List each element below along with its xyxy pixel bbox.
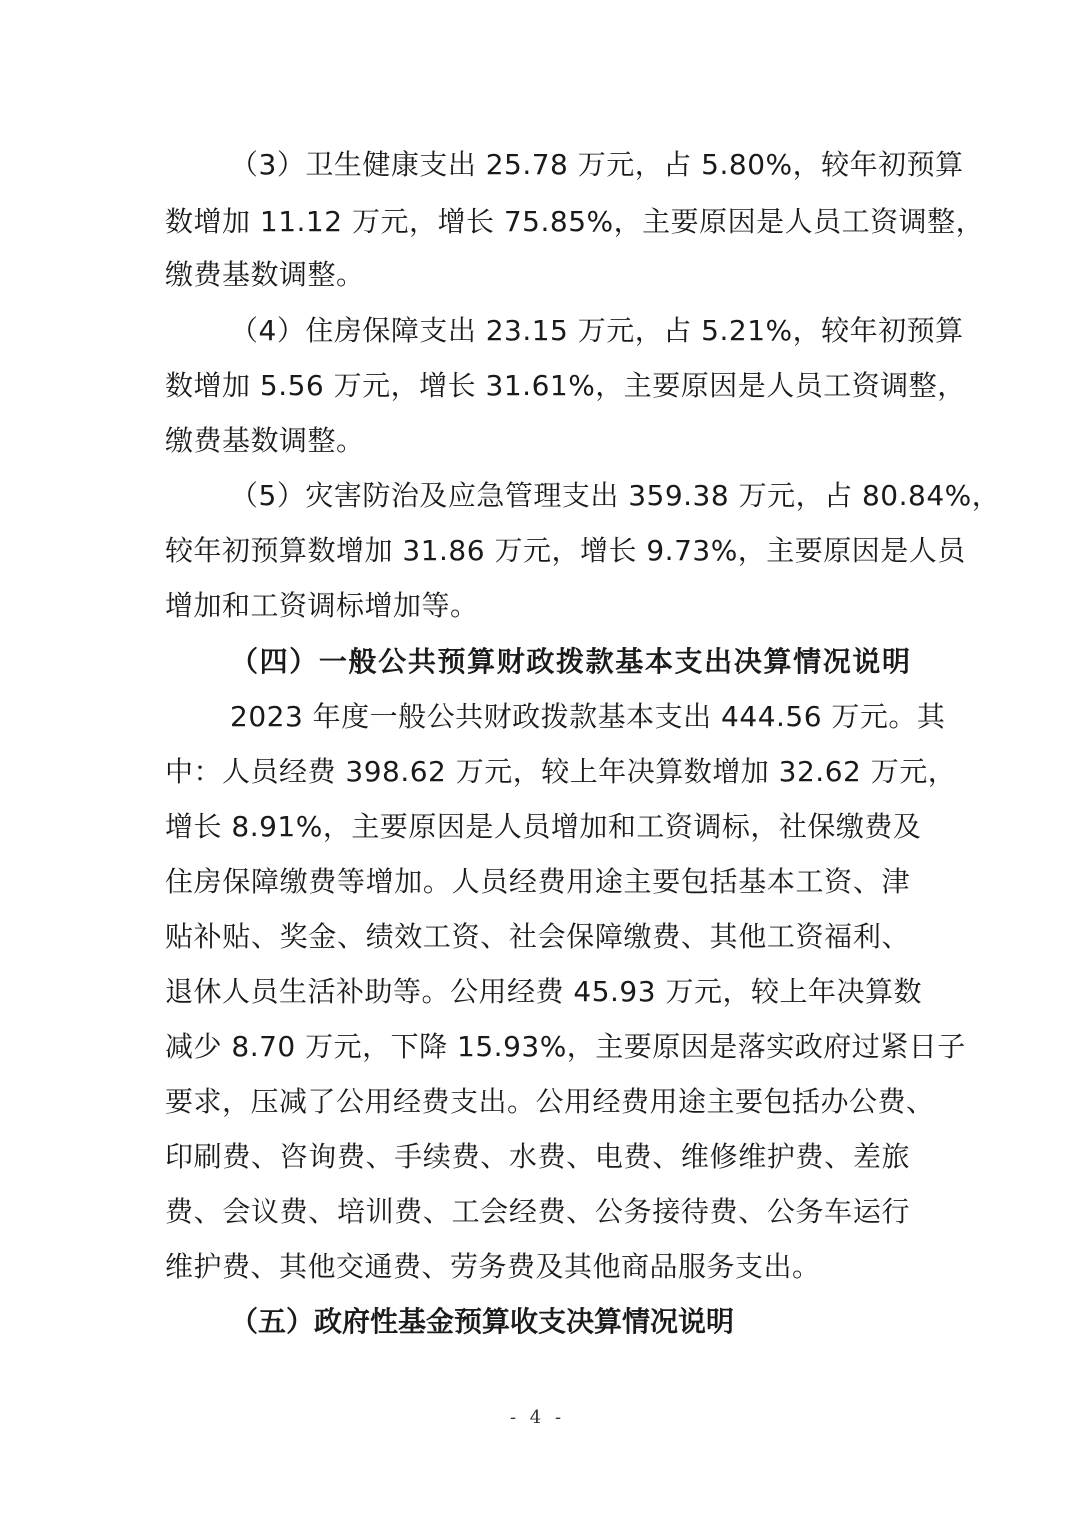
section-heading-4: （四）一般公共预算财政拨款基本支出决算情况说明 <box>230 645 910 678</box>
paragraph-line: 增加和工资调标增加等。 <box>165 589 479 622</box>
paragraph-line: 缴费基数调整。 <box>165 424 365 457</box>
paragraph-line: （3）卫生健康支出 25.78 万元，占 5.80%，较年初预算 <box>230 148 964 181</box>
paragraph-line: 增长 8.91%，主要原因是人员增加和工资调标，社保缴费及 <box>165 810 922 843</box>
paragraph-line: 数增加 5.56 万元，增长 31.61%，主要原因是人员工资调整， <box>165 369 966 402</box>
paragraph-line: （4）住房保障支出 23.15 万元，占 5.21%，较年初预算 <box>230 314 964 347</box>
paragraph-line: 减少 8.70 万元，下降 15.93%，主要原因是落实政府过紧日子 <box>165 1030 966 1063</box>
paragraph-line: 较年初预算数增加 31.86 万元，增长 9.73%，主要原因是人员 <box>165 534 966 567</box>
paragraph-line: 要求，压减了公用经费支出。公用经费用途主要包括办公费、 <box>165 1085 935 1118</box>
paragraph-line: 维护费、其他交通费、劳务费及其他商品服务支出。 <box>165 1250 821 1283</box>
paragraph-line: 缴费基数调整。 <box>165 258 365 291</box>
paragraph-line: 退休人员生活补助等。公用经费 45.93 万元，较上年决算数 <box>165 975 922 1008</box>
paragraph-line: 2023 年度一般公共财政拨款基本支出 444.56 万元。其 <box>230 700 946 733</box>
paragraph-line: （5）灾害防治及应急管理支出 359.38 万元，占 80.84%， <box>230 479 1001 512</box>
paragraph-line: 费、会议费、培训费、工会经费、公务接待费、公务车运行 <box>165 1195 910 1228</box>
section-heading-5: （五）政府性基金预算收支决算情况说明 <box>230 1305 735 1338</box>
paragraph-line: 住房保障缴费等增加。人员经费用途主要包括基本工资、津 <box>165 865 910 898</box>
paragraph-line: 贴补贴、奖金、绩效工资、社会保障缴费、其他工资福利、 <box>165 920 910 953</box>
paragraph-line: 数增加 11.12 万元，增长 75.85%，主要原因是人员工资调整， <box>165 205 985 238</box>
page-number: - 4 - <box>509 1407 566 1428</box>
paragraph-line: 印刷费、咨询费、手续费、水费、电费、维修维护费、差旅 <box>165 1140 910 1173</box>
paragraph-line: 中：人员经费 398.62 万元，较上年决算数增加 32.62 万元， <box>165 755 957 788</box>
